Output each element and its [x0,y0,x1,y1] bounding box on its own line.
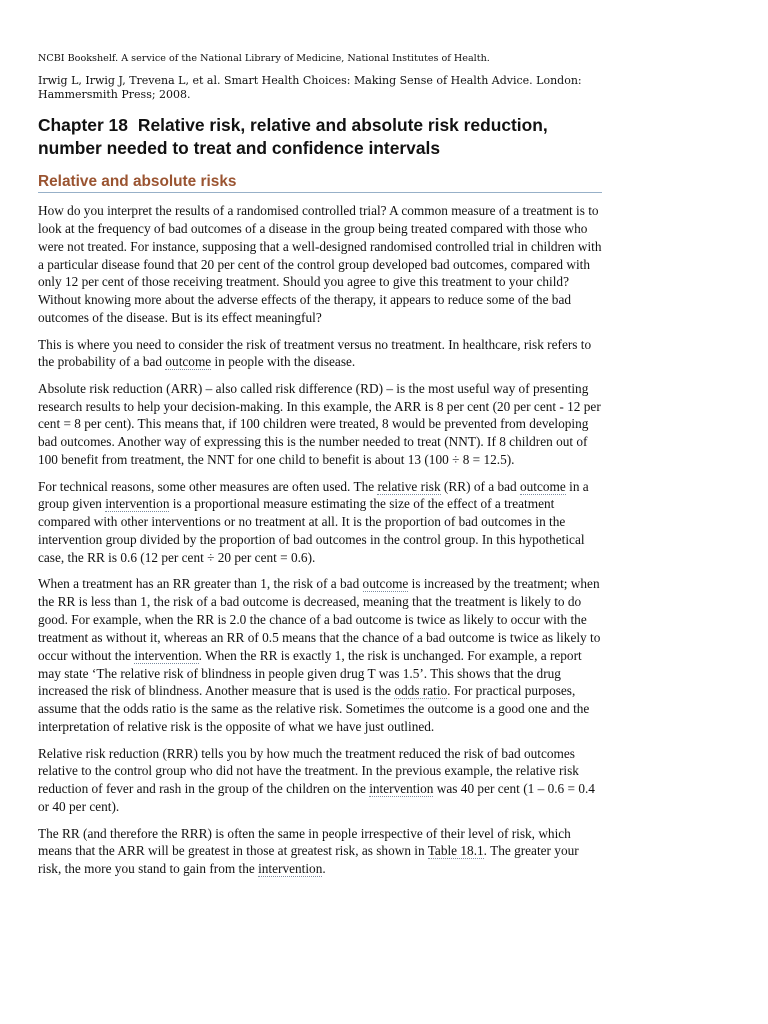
glossary-term-intervention[interactable]: intervention [134,647,199,663]
table-18-1-link[interactable]: Table 18.1 [427,843,484,859]
glossary-term-outcome[interactable]: outcome [165,354,212,370]
ncbi-bookshelf-notice: NCBI Bookshelf. A service of the National Library of Medicine, National Institutes of Health. [38,53,490,64]
text-run: . The greater your risk, the more you stand to gain from the [38,843,579,877]
section-heading: Relative and absolute risks [38,172,602,193]
paragraph-5 [38,575,602,736]
chapter-number: Chapter 18 [38,115,128,135]
text-run: (RR) of a bad [440,478,520,494]
text-run: in a group given [38,478,589,512]
paragraph-7 [38,825,602,879]
text-run: is increased by the treatment; when the RR is less than 1, the risk of a bad outcome is decreased, meaning that the treatment is likely to do good. For example, when the RR is 2.0 the chance of a bad outcome is twice as likely to occur with the treatment as without it, whereas an RR of 0.5 means that the chance of a bad outcome is twice as likely to occur without the [38,576,601,663]
glossary-term-outcome[interactable]: outcome [362,576,409,592]
text-run: in people with the disease. [211,354,356,370]
text-run: The RR (and therefore the RRR) is often the same in people irrespective of their level of risk, which means that the ARR will be greatest in those at greatest risk, as shown in [38,825,571,859]
text-run: When a treatment has an RR greater than 1, the risk of a bad [38,576,363,592]
paragraph-3: Absolute risk reduction (ARR) – also called risk difference (RD) – is the most useful way of presenting research results to help your decision-making. In this example, the ARR is 8 per cent (20 per cent - 12 per cent = 8 per cent). This means that, if 100 children were treated, 8 would be prevented from developing bad outcomes. Another way of expressing this is the number needed to treat (NNT). If 8 children out of 100 benefit from treatment, the NNT for one child to benefit is about 13 (100 ÷ 8 = 12.5). [38,380,601,468]
text-run: . [322,861,326,877]
glossary-term-intervention[interactable]: intervention [369,781,434,797]
glossary-term-outcome[interactable]: outcome [520,478,566,494]
chapter-title-text: Relative risk, relative and absolute risk reduction, number needed to treat and confidence intervals [38,115,548,158]
text-run: . When the RR is exactly 1, the risk is unchanged. For example, a report may state ‘The relative risk of blindness in people given drug T was 1.5’. This shows that the drug increased the risk of blindness. Another measure that is used is the [38,647,582,699]
glossary-term-relative-risk[interactable]: relative risk [377,478,441,494]
document-page [38,52,602,887]
text-run: This is where you need to consider the risk of treatment versus no treatment. In healthcare, risk refers to the probability of a bad [38,336,592,370]
glossary-term-intervention[interactable]: intervention [105,496,170,512]
text-run: was 40 per cent (1 – 0.6 = 0.4 or 40 per cent). [38,781,595,815]
book-citation: Irwig L, Irwig J, Trevena L, et al. Smart Health Choices: Making Sense of Health Advice. London: Hammersmith Press; 2008. [38,74,582,101]
paragraph-4 [38,478,602,567]
glossary-term-odds-ratio[interactable]: odds ratio [394,683,448,699]
text-run: . For practical purposes, assume that the odds ratio is the same as the relative risk. Sometimes the outcome is a good one and the interpretation of relative risk is the opposite of what we have just outlined. [38,683,590,735]
glossary-term-intervention[interactable]: intervention [258,861,323,877]
paragraph-2 [38,336,602,372]
text-run: For technical reasons, some other measures are often used. The [38,478,378,494]
text-run: is a proportional measure estimating the size of the effect of a treatment compared with other interventions or no treatment at all. It is the proportion of bad outcomes in the intervention group divided by the proportion of bad outcomes in the control group. In this hypothetical case, the RR is 0.6 (12 per cent ÷ 20 per cent = 0.6). [38,496,585,565]
paragraph-1: How do you interpret the results of a randomised controlled trial? A common measure of a treatment is to look at the frequency of bad outcomes of a disease in the group being treated compared with those who were not treated. For instance, supposing that a well-designed randomised controlled trial in children with a particular disease found that 20 per cent of the control group developed bad outcomes, compared with only 12 per cent of those receiving treatment. Should you agree to give this treatment to your child? Without knowing more about the adverse effects of the therapy, it appears to reduce some of the bad outcomes of the disease. But is its effect meaningful? [38,203,602,326]
paragraph-6 [38,745,602,816]
chapter-title [38,114,602,160]
text-run: Relative risk reduction (RRR) tells you by how much the treatment reduced the risk of bad outcomes relative to the control group who did not have the treatment. In the previous example, the relative risk reduction of fever and rash in the group of the children on the [38,745,579,797]
